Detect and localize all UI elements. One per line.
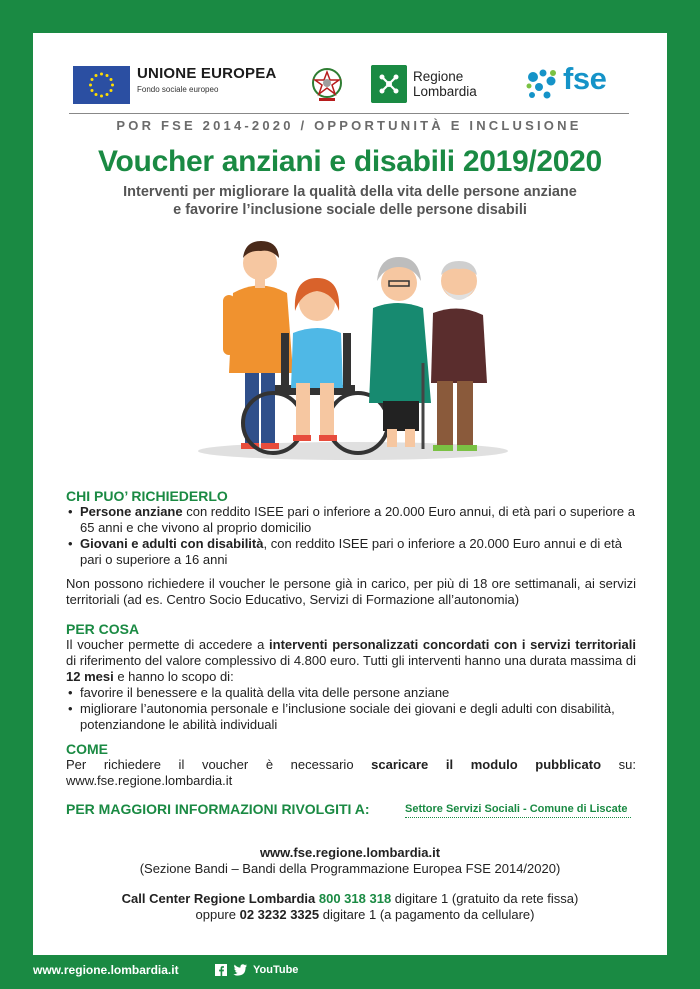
mobile-number[interactable]: 02 3232 3325 [239,907,320,922]
logos-row [73,63,629,107]
regione-lombardia-logo-icon [371,65,407,103]
section-come [66,741,636,789]
footer-link[interactable]: www.regione.lombardia.it [33,963,179,977]
divider [69,113,629,114]
list-item: • Persone anziane con reddito ISEE pari o inferiore a 20.000 Euro annui, di età pari o superiore a 65 anni e che vivono al proprio domicilio [68,504,636,535]
eu-subtitle: Fondo sociale europeo [137,85,219,94]
lombardia-label: Lombardia [413,84,477,99]
fse-label: fse [563,61,607,96]
old-woman-figure [369,257,431,449]
cosa-paragraph: Il voucher permette di accedere a interventi personalizzati concordati con i servizi territoriali di riferimento del valore complessivo di 4.800 euro. Tutti gli interventi hanno una durata massima di 12 mesi e hanno lo scopo di: [66,637,636,684]
list-item: • favorire il benessere e la qualità della vita delle persone anziane [68,685,450,700]
page-subtitle: Interventi per migliorare la qualità della vita delle persone anziane e favorire l’inclusione sociale delle persone disabili [123,184,577,218]
call-center-number[interactable]: 800 318 318 [318,891,392,906]
chi-note: Non possono richiedere il voucher le persone già in carico, per più di 18 ore settimanali, ai servizi territoriali (ad es. Centro Socio Educativo, Servizi di Formazione all’autonomia) [66,576,636,607]
program-tagline: POR FSE 2014-2020 / OPPORTUNITÀ E INCLUSIONE [116,118,582,133]
regione-label: Regione [413,69,464,84]
section-chi [66,488,636,568]
section-cosa [66,621,636,733]
cosa-heading: PER COSA [66,621,140,637]
list-item: • Giovani e adulti con disabilità, con reddito ISEE pari o inferiore a 20.000 Euro annui e di età pari o superiore a 16 anni [68,536,622,567]
family-illustration [183,223,523,473]
eu-title: UNIONE EUROPEA [137,65,277,82]
list-item: • migliorare l’autonomia personale e l’inclusione sociale dei giovani e degli adulti con disabilità, potenziandone le abilità individuali [68,701,615,732]
fse-link[interactable]: www.fse.regione.lombardia.it [259,845,441,860]
old-man-figure [431,261,487,451]
flyer-sheet [33,33,667,955]
facebook-icon[interactable] [215,964,227,976]
come-heading: COME [66,741,108,757]
italian-emblem-icon [310,65,344,103]
info-label: PER MAGGIORI INFORMAZIONI RIVOLGITI A: [66,801,370,817]
social-links [215,962,298,978]
fse-logo-icon [523,65,561,103]
come-paragraph: Per richiedere il voucher è necessario scaricare il modulo pubblicato su: www.fse.regione.lombardia.it [66,757,636,788]
call-center-line1: Call Center Regione Lombardia 800 318 318 digitare 1 (gratuito da rete fissa) [121,891,579,906]
sezione-note: (Sezione Bandi – Bandi della Programmazione Europea FSE 2014/2020) [139,861,561,876]
eu-flag-icon [73,66,130,104]
chi-heading: CHI PUO’ RICHIEDERLO [66,488,228,504]
page-title: Voucher anziani e disabili 2019/2020 [98,145,602,178]
youtube-icon[interactable]: YouTube [253,964,299,976]
call-center-line2: oppure 02 3232 3325 digitare 1 (a pagamento da cellulare) [195,907,535,922]
settore-field: Settore Servizi Sociali - Comune di Liscate [405,803,631,818]
twitter-icon[interactable] [233,964,247,976]
